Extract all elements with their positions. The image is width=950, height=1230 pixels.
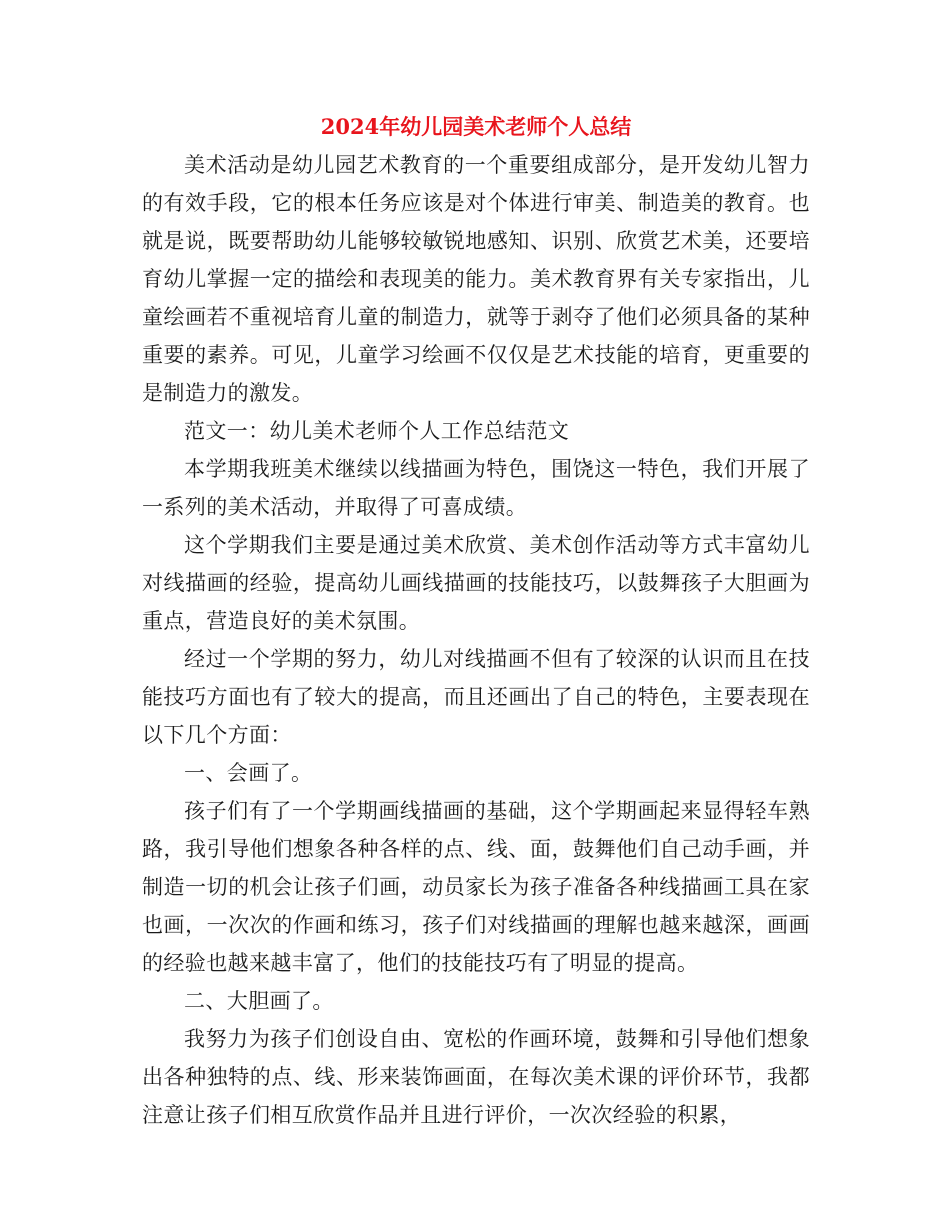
section-heading-2: 二、大胆画了。 (184, 989, 334, 1013)
paragraph-results: 经过一个学期的努力，幼儿对线描画不但有了较深的认识而且在技能技巧方面也有了较大的提高，而且还画出了自己的特色，主要表现在以下几个方面： (142, 647, 810, 747)
paragraph-section-2: 我努力为孩子们创设自由、宽松的作画环境，鼓舞和引导他们想象出各种独特的点、线、形来装饰画面，在每次美术课的评价环节，我都注意让孩子们相互欣赏作品并且进行评价，一次次经验的积累， (142, 1027, 810, 1127)
paragraph-methods: 这个学期我们主要是通过美术欣赏、美术创作活动等方式丰富幼儿对线描画的经验，提高幼儿画线描画的技能技巧，以鼓舞孩子大胆画为重点，营造良好的美术氛围。 (142, 533, 810, 633)
document-title: 2024年幼儿园美术老师个人总结 (320, 114, 632, 139)
paragraph-semester-theme: 本学期我班美术继续以线描画为特色，围饶这一特色，我们开展了一系列的美术活动，并取得了可喜成绩。 (142, 457, 810, 519)
document-page (142, 112, 810, 1134)
section-heading-1: 一、会画了。 (184, 761, 313, 785)
paragraph-sample-heading: 范文一：幼儿美术老师个人工作总结范文 (184, 419, 570, 443)
paragraph-intro: 美术活动是幼儿园艺术教育的一个重要组成部分，是开发幼儿智力的有效手段，它的根本任务应该是对个体进行审美、制造美的教育。也就是说，既要帮助幼儿能够较敏锐地感知、识别、欣赏艺术美，还要培育幼儿掌握一定的描绘和表现美的能力。美术教育界有关专家指出，儿童绘画若不重视培育儿童的制造力，就等于剥夺了他们必须具备的某种重要的素养。可见，儿童学习绘画不仅仅是艺术技能的培育，更重要的是制造力的激发。 (142, 153, 810, 405)
paragraph-section-1: 孩子们有了一个学期画线描画的基础，这个学期画起来显得轻车熟路，我引导他们想象各种各样的点、线、面，鼓舞他们自己动手画，并制造一切的机会让孩子们画，动员家长为孩子准备各种线描画工具在家也画，一次次的作画和练习，孩子们对线描画的理解也越来越深，画画的经验也越来越丰富了，他们的技能技巧有了明显的提高。 (142, 799, 810, 975)
